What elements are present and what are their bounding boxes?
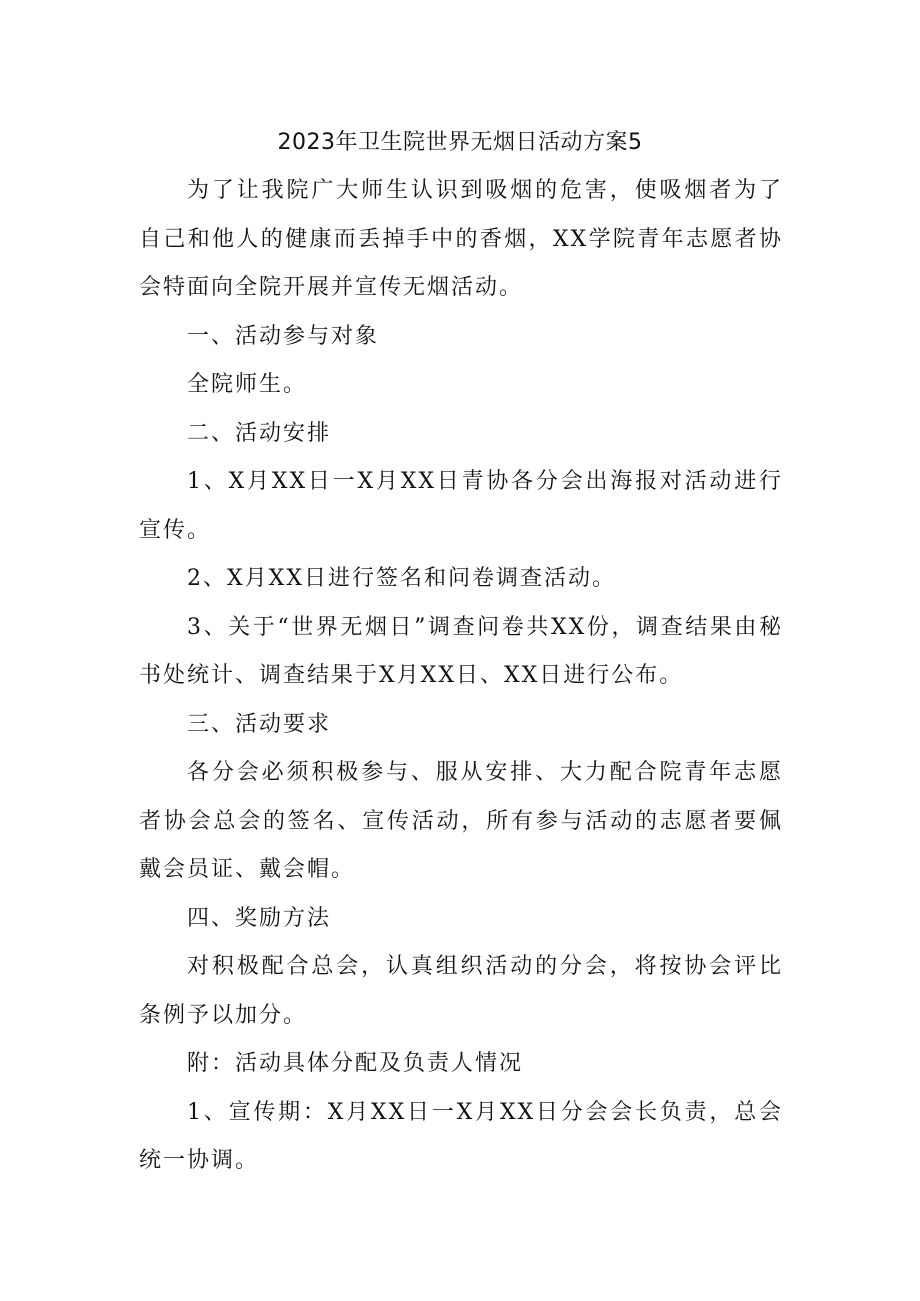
paragraph-participants: 全院师生。 — [187, 372, 308, 397]
section-heading-rewards: 四、奖励方法 — [187, 905, 332, 931]
document-body — [139, 167, 783, 1186]
appendix-item-1: 1、宣传期：X月XX日一X月XX日分会会长负责，总会统一协调。 — [139, 1099, 783, 1173]
paragraph-intro: 为了让我院广大师生认识到吸烟的危害，使吸烟者为了自己和他人的健康而丢掉手中的香烟，XX学院青年志愿者协会特面向全院开展并宣传无烟活动。 — [139, 178, 783, 300]
paragraph-requirements: 各分会必须积极参与、服从安排、大力配合院青年志愿者协会总会的签名、宣传活动，所有参与活动的志愿者要佩戴会员证、戴会帽。 — [139, 760, 783, 882]
schedule-item-1: 1、X月XX日一X月XX日青协各分会出海报对活动进行宣传。 — [139, 469, 783, 543]
schedule-item-2: 2、X月XX日进行签名和问卷调查活动。 — [187, 566, 616, 591]
schedule-item-3: 3、关于“世界无烟日”调查问卷共XX份，调查结果由秘书处统计、调查结果于X月XX日、XX日进行公布。 — [139, 614, 783, 688]
section-heading-requirements: 三、活动要求 — [187, 711, 332, 737]
section-heading-schedule: 二、活动安排 — [187, 420, 332, 446]
paragraph-rewards: 对积极配合总会，认真组织活动的分会，将按协会评比条例予以加分。 — [139, 954, 783, 1028]
appendix-heading: 附：活动具体分配及负责人情况 — [187, 1051, 524, 1076]
section-heading-participants: 一、活动参与对象 — [187, 323, 380, 349]
document-title: 2023年卫生院世界无烟日活动方案5 — [277, 130, 643, 155]
